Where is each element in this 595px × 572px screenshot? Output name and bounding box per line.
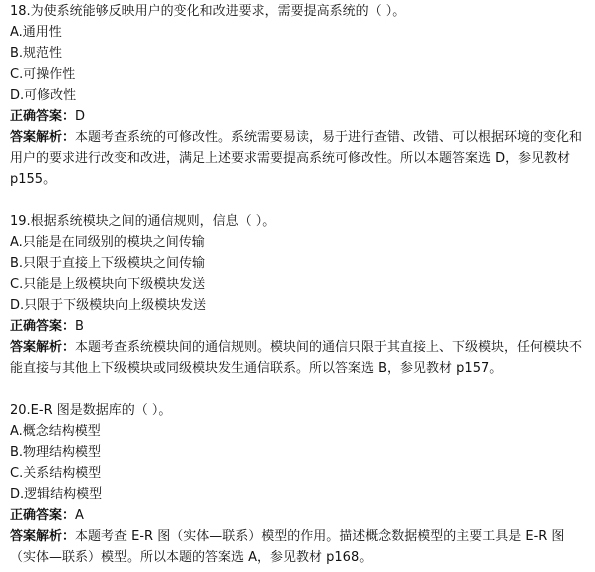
question-18 <box>10 0 589 190</box>
explain-label: 答案解析： <box>10 130 76 145</box>
option-b: B.只限于直接上下级模块之间传输 <box>10 256 206 271</box>
question-stem: 19.根据系统模块之间的通信规则，信息（ ）。 <box>10 214 276 229</box>
correct-answer <box>10 505 589 526</box>
option-b: B.规范性 <box>10 46 63 61</box>
option-d: D.只限于下级模块向上级模块发送 <box>10 298 207 313</box>
option-a: A.只能是在同级别的模块之间传输 <box>10 235 205 250</box>
answer-explanation <box>10 127 589 190</box>
option-a: A.概念结构模型 <box>10 424 101 439</box>
answer-label: 正确答案： <box>10 508 76 523</box>
answer-explanation <box>10 526 589 568</box>
answer-value: A <box>75 508 84 523</box>
answer-label: 正确答案： <box>10 109 76 124</box>
explain-text: 本题考查 E-R 图（实体—联系）模型的作用。描述概念数据模型的主要工具是 E-R 图（实体—联系）模型。所以本题的答案选 A，参见教材 p168。 <box>10 529 565 565</box>
option-c: C.只能是上级模块向下级模块发送 <box>10 277 206 292</box>
correct-answer <box>10 316 589 337</box>
option-b: B.物理结构模型 <box>10 445 102 460</box>
explain-label: 答案解析： <box>10 529 76 544</box>
explain-text: 本题考查系统的可修改性。系统需要易读，易于进行查错、改错、可以根据环境的变化和用户的要求进行改变和改进，满足上述要求需要提高系统可修改性。所以本题答案选 D，参见教材 p155。 <box>10 130 583 187</box>
option-a: A.通用性 <box>10 25 62 40</box>
explain-text: 本题考查系统模块间的通信规则。模块间的通信只限于其直接上、下级模块，任何模块不能直接与其他上下级模块或同级模块发生通信联系。所以答案选 B，参见教材 p157。 <box>10 340 583 376</box>
option-d: D.逻辑结构模型 <box>10 487 103 502</box>
answer-value: D <box>75 109 86 124</box>
option-c: C.关系结构模型 <box>10 466 102 481</box>
option-d: D.可修改性 <box>10 88 77 103</box>
correct-answer <box>10 106 589 127</box>
question-stem: 18.为使系统能够反映用户的变化和改进要求，需要提高系统的（ ）。 <box>10 4 406 19</box>
question-19 <box>10 211 589 379</box>
question-20 <box>10 400 589 568</box>
answer-label: 正确答案： <box>10 319 76 334</box>
answer-value: B <box>75 319 84 334</box>
answer-explanation <box>10 337 589 379</box>
question-stem: 20.E-R 图是数据库的（ ）。 <box>10 403 172 418</box>
explain-label: 答案解析： <box>10 340 76 355</box>
option-c: C.可操作性 <box>10 67 76 82</box>
